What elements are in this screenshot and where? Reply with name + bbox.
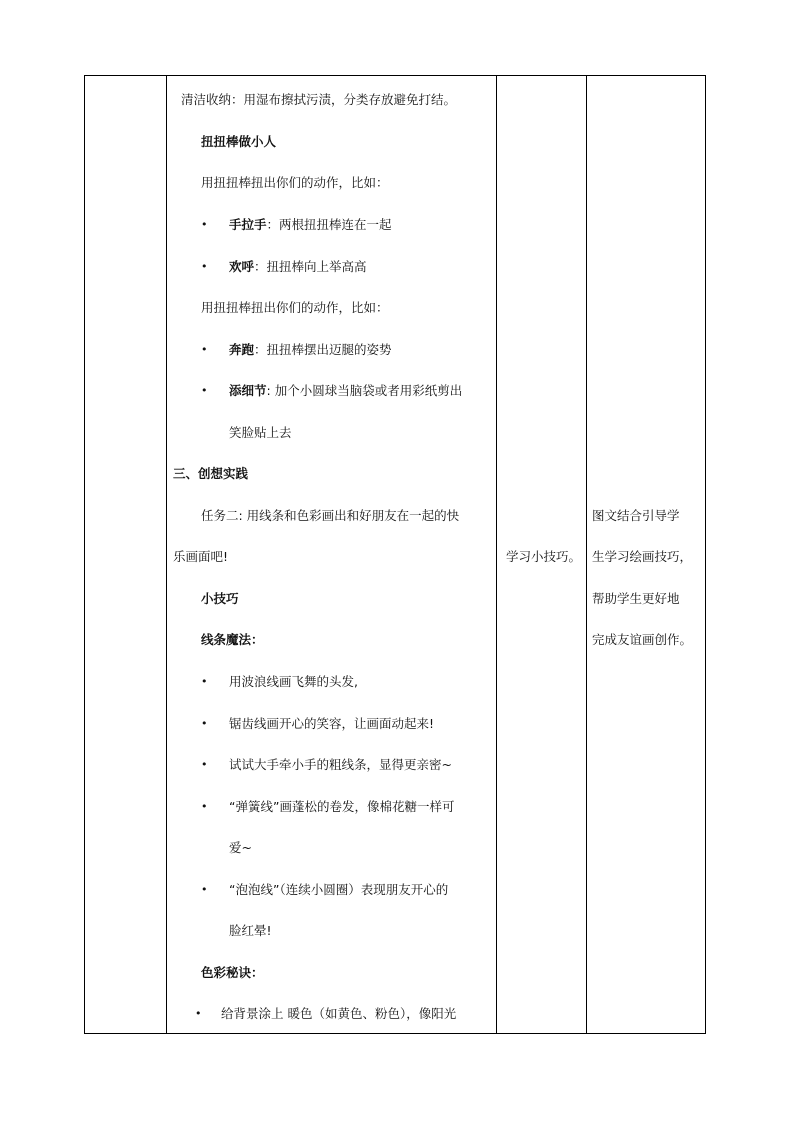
bullet-icon: • bbox=[201, 883, 208, 896]
list-item: 试试大手牵小手的粗线条，显得更亲密~ bbox=[229, 757, 452, 772]
section-heading: 扭扭棒做小人 bbox=[201, 134, 277, 149]
bullet-icon: • bbox=[201, 717, 208, 730]
list-item: “弹簧线”画蓬松的卷发，像棉花糖一样可 bbox=[229, 799, 455, 814]
text-line: 乐画面吧! bbox=[173, 549, 229, 564]
section-heading: 色彩秘诀： bbox=[201, 965, 264, 980]
section-heading: 三、创想实践 bbox=[173, 466, 249, 481]
bullet-icon: • bbox=[201, 384, 208, 397]
text-line: 清洁收纳：用湿布擦拭污渍，分类存放避免打结。 bbox=[181, 92, 457, 107]
list-item bbox=[229, 342, 392, 358]
intent-line: 帮助学生更好地 bbox=[592, 591, 680, 606]
intent-line: 图文结合引导学 bbox=[592, 508, 680, 523]
intent-line: 生学习绘画技巧， bbox=[592, 549, 693, 564]
bullet-icon: • bbox=[201, 675, 208, 688]
bullet-icon: • bbox=[195, 1007, 202, 1020]
section-heading: 线条魔法： bbox=[201, 632, 264, 647]
list-item bbox=[229, 383, 462, 399]
column-divider bbox=[586, 76, 587, 1033]
list-item-label: 添细节 bbox=[229, 383, 267, 398]
list-item-text: ：两根扭扭棒连在一起 bbox=[266, 217, 392, 232]
list-item-label: 手拉手 bbox=[229, 217, 267, 232]
list-item-continuation: 爱~ bbox=[229, 840, 252, 855]
text-line: 任务二: 用线条和色彩画出和好朋友在一起的快 bbox=[201, 508, 460, 523]
bullet-icon: • bbox=[201, 343, 208, 356]
list-item: “泡泡线”（连续小圆圈）表现朋友开心的 bbox=[229, 882, 449, 897]
list-item-label: 奔跑 bbox=[229, 342, 255, 357]
text-line: 用扭扭棒扭出你们的动作，比如： bbox=[201, 175, 389, 190]
list-item: 给背景涂上 暖色（如黄色、粉色），像阳光 bbox=[221, 1006, 457, 1021]
list-item-label: 欢呼 bbox=[229, 259, 255, 274]
text-line: 用扭扭棒扭出你们的动作，比如： bbox=[201, 300, 389, 315]
bullet-icon: • bbox=[201, 260, 208, 273]
list-item: 锯齿线画开心的笑容，让画面动起来! bbox=[229, 716, 435, 731]
list-item-text: ：扭扭棒摆出迈腿的姿势 bbox=[254, 342, 392, 357]
list-item bbox=[229, 259, 367, 275]
lesson-table bbox=[84, 75, 706, 1034]
list-item-text: : 加个小圆球当脑袋或者用彩纸剪出 bbox=[266, 383, 463, 398]
column-divider bbox=[496, 76, 497, 1033]
activity-text: 学习小技巧。 bbox=[506, 549, 582, 564]
intent-line: 完成友谊画创作。 bbox=[592, 632, 693, 647]
list-item-continuation: 笑脸贴上去 bbox=[229, 425, 292, 440]
list-item bbox=[229, 217, 392, 233]
bullet-icon: • bbox=[201, 800, 208, 813]
list-item-text: ：扭扭棒向上举高高 bbox=[254, 259, 367, 274]
bullet-icon: • bbox=[201, 218, 208, 231]
column-divider bbox=[166, 76, 167, 1033]
section-heading: 小技巧 bbox=[201, 591, 239, 606]
list-item: 用波浪线画飞舞的头发, bbox=[229, 674, 358, 689]
list-item-continuation: 脸红晕! bbox=[229, 923, 272, 938]
bullet-icon: • bbox=[201, 758, 208, 771]
